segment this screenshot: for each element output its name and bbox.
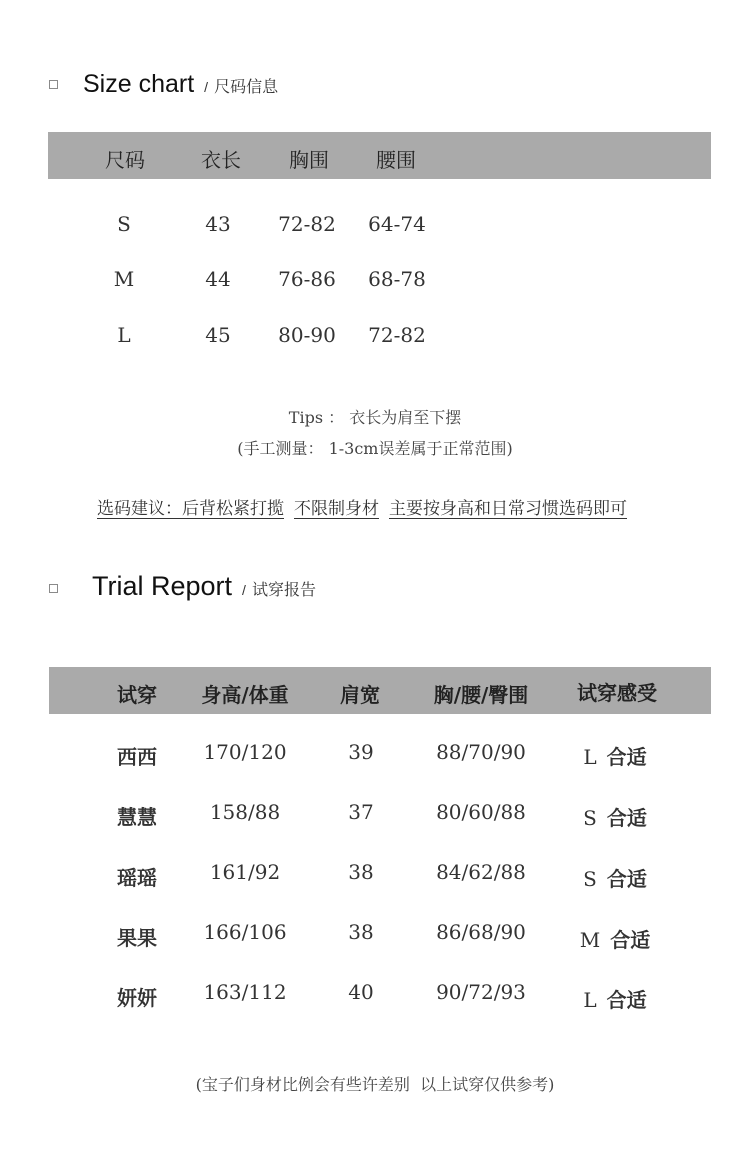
size-header-size: 尺码 bbox=[105, 148, 145, 172]
tried-size: M bbox=[579, 928, 601, 952]
model-name: 果果 bbox=[117, 926, 157, 950]
trial-header-bwh: 胸/腰/臀围 bbox=[433, 683, 529, 707]
size-chart-heading: Size chart bbox=[83, 70, 195, 98]
tried-size: L bbox=[583, 988, 597, 1012]
tried-size: L bbox=[583, 745, 597, 769]
trial-header-model: 试穿 bbox=[117, 683, 157, 707]
model-name: 西西 bbox=[117, 745, 157, 769]
shoulder-width: 39 bbox=[348, 740, 374, 764]
bust-waist-hip: 84/62/88 bbox=[436, 860, 526, 884]
fit-feeling bbox=[583, 863, 647, 892]
height-weight: 158/88 bbox=[209, 800, 281, 824]
height-weight: 163/112 bbox=[203, 980, 287, 1004]
trial-header-shoulder: 肩宽 bbox=[340, 683, 380, 707]
length-cell: 43 bbox=[205, 212, 231, 236]
fit-label: 合适 bbox=[606, 745, 647, 769]
size-advice bbox=[97, 494, 627, 519]
shoulder-width: 38 bbox=[348, 860, 374, 884]
advice-part: 选码建议：后背松紧打揽 bbox=[97, 499, 284, 519]
height-weight: 161/92 bbox=[209, 860, 281, 884]
fit-feeling bbox=[580, 924, 650, 953]
fit-label: 合适 bbox=[606, 806, 647, 830]
bust-waist-hip: 88/70/90 bbox=[436, 740, 526, 764]
model-name: 慧慧 bbox=[117, 805, 157, 829]
bust-waist-hip: 90/72/93 bbox=[436, 980, 526, 1004]
size-header-waist: 腰围 bbox=[376, 148, 416, 172]
title-slash: / bbox=[242, 582, 246, 598]
tips-text: Tips ： 衣长为肩至下摆 bbox=[288, 408, 462, 427]
bullet-square-icon bbox=[49, 584, 58, 593]
size-chart-subtitle: 尺码信息 bbox=[214, 79, 279, 96]
shoulder-width: 40 bbox=[348, 980, 374, 1004]
waist-cell: 68-78 bbox=[368, 267, 426, 291]
bust-cell: 76-86 bbox=[278, 267, 336, 291]
model-name: 瑶瑶 bbox=[117, 866, 157, 890]
size-cell: M bbox=[113, 267, 135, 291]
trial-report-heading: Trial Report bbox=[92, 571, 233, 601]
trial-footnote: (宝子们身材比例会有些许差别 以上试穿仅供参考) bbox=[195, 1075, 555, 1094]
size-header-bust: 胸围 bbox=[289, 148, 329, 172]
fit-feeling bbox=[583, 984, 646, 1013]
fit-label: 合适 bbox=[606, 867, 647, 891]
height-weight: 166/106 bbox=[203, 920, 287, 944]
waist-cell: 64-74 bbox=[368, 212, 426, 236]
measurement-note: (手工测量： 1-3cm误差属于正常范围) bbox=[237, 439, 513, 458]
waist-cell: 72-82 bbox=[368, 323, 426, 347]
fit-feeling bbox=[583, 802, 647, 831]
model-name: 妍妍 bbox=[117, 986, 157, 1010]
trial-header-feeling: 试穿感受 bbox=[577, 681, 657, 705]
bust-waist-hip: 86/68/90 bbox=[436, 920, 526, 944]
tried-size: S bbox=[583, 806, 597, 830]
shoulder-width: 37 bbox=[348, 800, 374, 824]
fit-feeling bbox=[583, 741, 646, 770]
size-cell: S bbox=[117, 212, 131, 236]
tried-size: S bbox=[583, 867, 597, 891]
trial-report-subtitle: 试穿报告 bbox=[251, 582, 316, 599]
size-chart-title bbox=[83, 70, 278, 99]
bust-cell: 72-82 bbox=[278, 212, 336, 236]
trial-header-height-weight: 身高/体重 bbox=[201, 683, 289, 707]
length-cell: 45 bbox=[205, 323, 231, 347]
advice-part: 主要按身高和日常习惯选码即可 bbox=[389, 499, 627, 519]
fit-label: 合适 bbox=[610, 928, 651, 952]
shoulder-width: 38 bbox=[348, 920, 374, 944]
bust-waist-hip: 80/60/88 bbox=[436, 800, 526, 824]
title-slash: / bbox=[204, 79, 209, 95]
height-weight: 170/120 bbox=[203, 740, 287, 764]
fit-label: 合适 bbox=[606, 988, 647, 1012]
advice-part: 不限制身材 bbox=[294, 499, 379, 519]
trial-report-title bbox=[92, 571, 316, 602]
bullet-square-icon bbox=[49, 80, 58, 89]
size-cell: L bbox=[117, 323, 131, 347]
bust-cell: 80-90 bbox=[278, 323, 336, 347]
size-header-length: 衣长 bbox=[201, 148, 241, 172]
length-cell: 44 bbox=[205, 267, 231, 291]
